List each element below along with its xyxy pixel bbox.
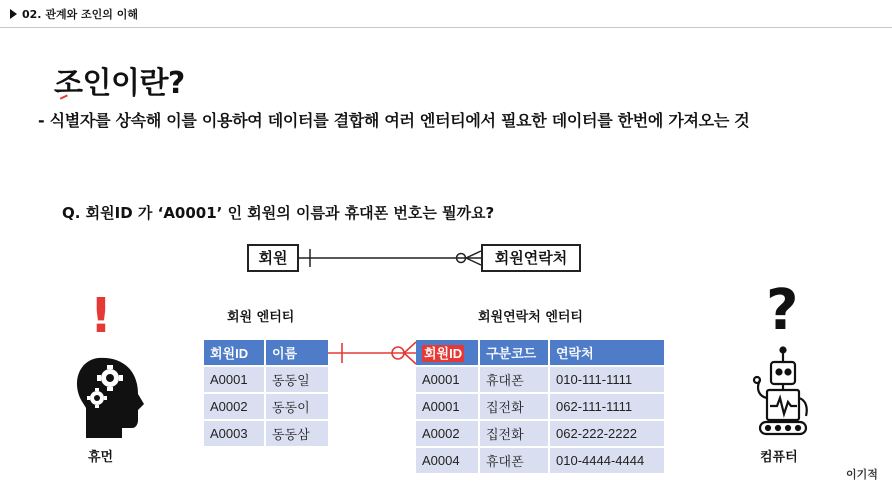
brand-logo: [846, 466, 878, 482]
column-header-type-code: 구분코드: [480, 340, 548, 365]
cell-contact: 010-111-1111: [550, 367, 664, 392]
cell-type-code: 집전화: [480, 421, 548, 446]
table-row: [204, 421, 328, 446]
cell-member-id: A0001: [416, 367, 478, 392]
cell-member-id: A0004: [416, 448, 478, 473]
cell-member-id: A0002: [416, 421, 478, 446]
column-header-name: 이름: [266, 340, 328, 365]
cell-member-id: A0001: [416, 394, 478, 419]
cell-type-code: 휴대폰: [480, 367, 548, 392]
cell-contact: 062-222-2222: [550, 421, 664, 446]
table-header-row: [416, 340, 664, 365]
member-entity-caption: 회원 엔터티: [227, 310, 295, 325]
table-row: [416, 421, 664, 446]
table-row: [416, 448, 664, 473]
column-header-member-id: 회원ID: [204, 340, 264, 365]
cell-name: 동동일: [266, 367, 328, 392]
table-row: [204, 367, 328, 392]
logo-text: 이기적: [846, 468, 878, 481]
cell-member-id: A0003: [204, 421, 264, 446]
cell-contact: 010-4444-4444: [550, 448, 664, 473]
human-label: 휴먼: [88, 450, 114, 465]
robot-icon: [754, 348, 807, 435]
erd-relationship-line: [299, 249, 481, 267]
member-table: [202, 338, 330, 448]
column-header-member-id: [416, 340, 478, 365]
cell-contact: 062-111-1111: [550, 394, 664, 419]
table-row: [416, 394, 664, 419]
question-text: Q. 회원ID 가 ‘A0001’ 인 회원의 이름과 휴대폰 번호는 뭘까요?: [62, 204, 495, 222]
contact-entity-caption: 회원연락처 엔터티: [478, 310, 583, 325]
table-header-row: [204, 340, 328, 365]
column-header-contact: 연락처: [550, 340, 664, 365]
highlighted-key-label: 회원ID: [424, 346, 463, 361]
table-row: [204, 394, 328, 419]
cell-type-code: 집전화: [480, 394, 548, 419]
slide-description: - 식별자를 상속해 이를 이용하여 데이터를 결합해 여러 엔터티에서 필요한 데이터를 한번에 가져오는 것: [38, 111, 750, 130]
cell-name: 동동이: [266, 394, 328, 419]
erd-entity-member: 회원: [247, 244, 299, 272]
breadcrumb: 02. 관계와 조인의 이해: [22, 8, 138, 21]
cell-name: 동동삼: [266, 421, 328, 446]
contact-table: [414, 338, 666, 475]
head-gears-icon: [77, 358, 144, 438]
cell-member-id: A0001: [204, 367, 264, 392]
slide-title: 조인이란?: [54, 66, 185, 101]
cell-type-code: 휴대폰: [480, 448, 548, 473]
exclamation-mark: !: [90, 288, 112, 344]
question-mark: ?: [766, 278, 799, 343]
table-row: [416, 367, 664, 392]
erd-entity-member-contact: 회원연락처: [481, 244, 581, 272]
cell-member-id: A0002: [204, 394, 264, 419]
computer-label: 컴퓨터: [760, 450, 798, 465]
join-relationship-line: [327, 342, 416, 364]
